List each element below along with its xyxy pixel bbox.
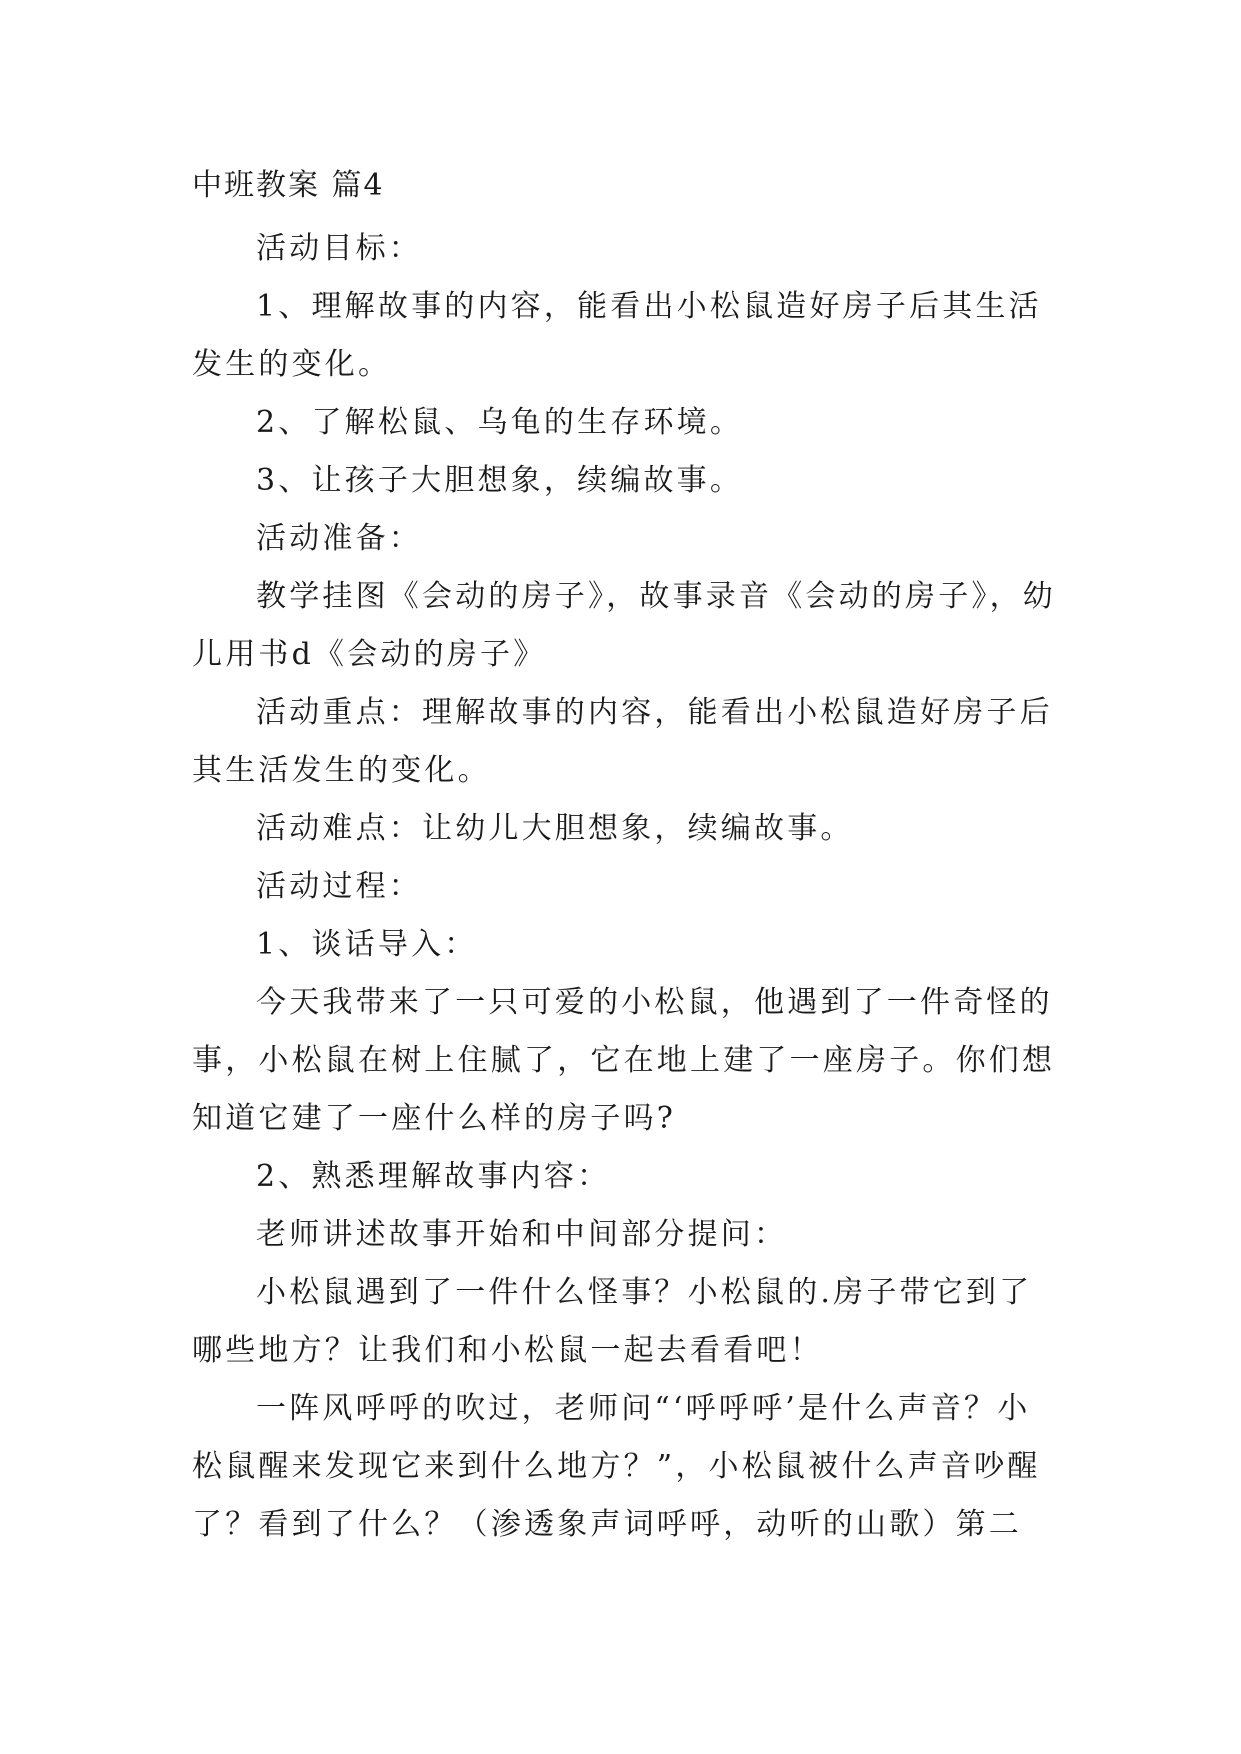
- paragraph: 老师讲述故事开始和中间部分提问：: [256, 1217, 788, 1252]
- paragraph: 2、熟悉理解故事内容：: [256, 1159, 611, 1194]
- paragraph: 3、让孩子大胆想象，续编故事。: [256, 463, 744, 498]
- paragraph: 活动目标：: [256, 231, 422, 266]
- paragraph: 2、了解松鼠、乌龟的生存环境。: [256, 405, 744, 440]
- paragraph: 活动准备：: [256, 521, 422, 556]
- document-title: 中班教案 篇4: [192, 168, 385, 203]
- paragraph: 1、谈话导入：: [256, 927, 478, 962]
- paragraph: 教学挂图《会动的房子》，故事录音《会动的房子》，幼儿用书d《会动的房子》: [192, 579, 1056, 672]
- document-body: [192, 220, 1058, 1554]
- paragraph: 活动难点：让幼儿大胆想象，续编故事。: [256, 811, 854, 846]
- paragraph: 活动过程：: [256, 869, 422, 904]
- paragraph: 活动重点：理解故事的内容，能看出小松鼠造好房子后其生活发生的变化。: [192, 695, 1053, 788]
- paragraph: 今天我带来了一只可爱的小松鼠，他遇到了一件奇怪的事，小松鼠在树上住腻了，它在地上建了一座房子。你们想知道它建了一座什么样的房子吗?: [192, 985, 1056, 1136]
- paragraph: 一阵风呼呼的吹过，老师问“‘呼呼呼’是什么声音？小松鼠醒来发现它来到什么地方？”，小松鼠被什么声音吵醒了？看到了什么？（渗透象声词呼呼，动听的山歌）第二: [192, 1391, 1041, 1542]
- paragraph: 1、理解故事的内容，能看出小松鼠造好房子后其生活发生的变化。: [192, 289, 1042, 382]
- paragraph: 小松鼠遇到了一件什么怪事？小松鼠的.房子带它到了哪些地方？让我们和小松鼠一起去看看吧！: [192, 1275, 1033, 1368]
